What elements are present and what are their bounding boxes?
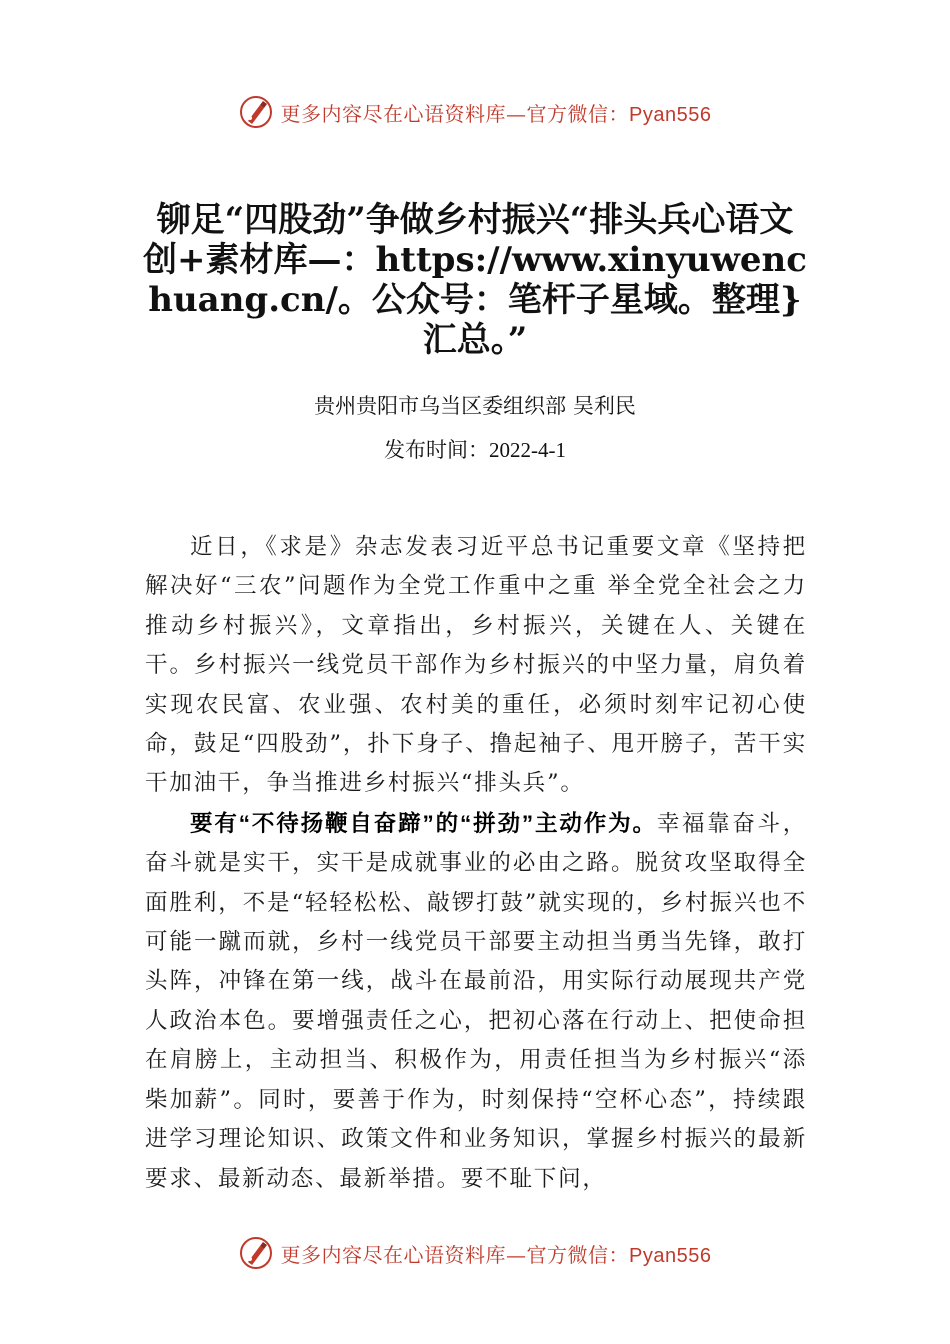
date-label: 发布时间：	[384, 438, 489, 462]
date-value: 2022-4-1	[489, 438, 566, 462]
header-watermark	[0, 92, 950, 132]
watermark-wechat-id: Pyan556	[629, 1244, 712, 1267]
pen-logo-icon	[239, 95, 273, 129]
section-heading: 要有“不待扬鞭自奋蹄”的“拼劲”主动作为。	[190, 810, 657, 836]
paragraph: 近日，《求是》杂志发表习近平总书记重要文章《坚持把解决好“三农”问题作为全党工作重中之重 举全党全社会之力推动乡村振兴》，文章指出，乡村振兴，关键在人、关键在干。乡村振兴一线党员干部作为乡村振兴的中坚力量，肩负着实现农民富、农业强、农村美的重任，必须时刻牢记初心使命，鼓足“四股劲”，扑下身子、撸起袖子、甩开膀子，苦干实干加油干，争当推进乡村振兴“排头兵”。	[145, 534, 807, 797]
watermark-label: 更多内容尽在心语资料库—官方微信：	[280, 101, 630, 126]
article-author: 贵州贵阳市乌当区委组织部 吴利民	[314, 394, 636, 418]
publish-date	[0, 434, 950, 464]
article-title: 铆足“四股劲”争做乡村振兴“排头兵心语文创+素材库—：https://www.xinyuwenchuang.cn/。公众号：笔杆子星域。整理}汇总。”	[143, 200, 807, 360]
paragraph	[145, 804, 807, 1199]
watermark-label: 更多内容尽在心语资料库—官方微信：	[280, 1242, 630, 1267]
paragraph-body: 幸福靠奋斗，奋斗就是实干，实干是成就事业的必由之路。脱贫攻坚取得全面胜利，不是“轻轻松松、敲锣打鼓”就实现的，乡村振兴也不可能一蹴而就，乡村一线党员干部要主动担当勇当先锋，敢打头阵，冲锋在第一线，战斗在最前沿，用实际行动展现共产党人政治本色。要增强责任之心，把初心落在行动上、把使命担在肩膀上，主动担当、积极作为，用责任担当为乡村振兴“添柴加薪”。同时，要善于作为，时刻保持“空杯心态”，持续跟进学习理论知识、政策文件和业务知识，掌握乡村振兴的最新要求、最新动态、最新举措。要不耻下问，	[145, 810, 807, 1192]
watermark-wechat-id: Pyan556	[629, 103, 712, 126]
watermark-text	[281, 1239, 712, 1268]
pen-logo-icon	[239, 1236, 273, 1270]
watermark-text	[281, 98, 712, 127]
footer-watermark	[0, 1233, 950, 1273]
article-body	[145, 528, 807, 1199]
